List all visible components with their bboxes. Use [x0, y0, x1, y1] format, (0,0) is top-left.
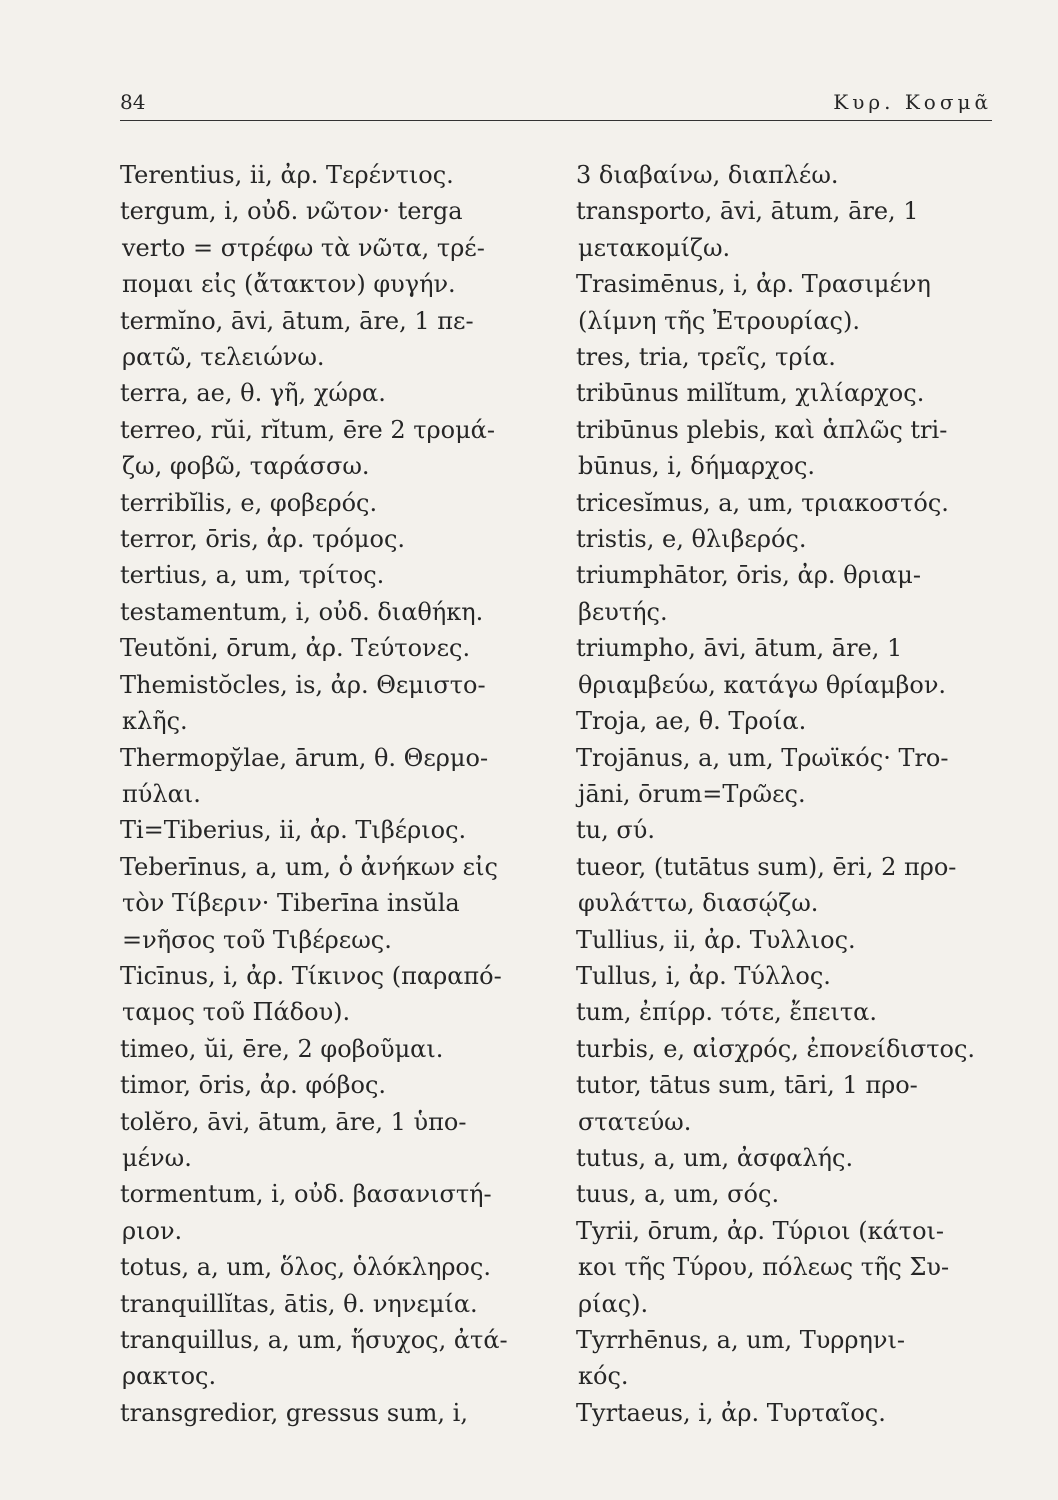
entry-headline: tuus, a, um, σός.	[576, 1180, 780, 1209]
entry-headline: testamentum, i, οὐδ. διαθήκη.	[120, 597, 484, 626]
entry-continuation: τὸν Τίβεριν· Tiberīna insŭla	[122, 889, 460, 918]
entry-headline: Terentius, ii, ἀρ. Τερέντιος.	[120, 161, 454, 189]
entry-headline: Teutŏni, ōrum, ἀρ. Τεύτονες.	[120, 634, 471, 663]
dictionary-entry	[120, 594, 540, 630]
dictionary-entry	[120, 521, 540, 557]
entry-continuation: βευτής.	[578, 597, 668, 626]
dictionary-entry	[576, 994, 996, 1030]
dictionary-entry	[576, 412, 996, 485]
dictionary-entry	[576, 521, 996, 557]
entry-headline: totus, a, um, ὅλος, ὁλόκληρος.	[120, 1253, 491, 1282]
entry-headline: tum, ἐπίρρ. τότε, ἔπειτα.	[576, 998, 877, 1027]
page-header	[120, 86, 992, 121]
entry-headline: Teberīnus, a, um, ὁ ἀνήκων εἰς	[120, 852, 498, 881]
entry-headline: tolĕro, āvi, ātum, āre, 1 ὑπο-	[120, 1107, 467, 1136]
entry-headline: transporto, āvi, ātum, āre, 1	[576, 197, 919, 226]
entry-continuation: (λίμνη τῆς Ἐτρουρίας).	[578, 306, 860, 335]
dictionary-entry	[576, 1213, 996, 1322]
entry-continuation: στατεύω.	[578, 1107, 692, 1136]
entry-continuation: ρατῶ, τελειώνω.	[122, 343, 325, 372]
entry-headline: Tullius, ii, ἀρ. Τυλλιος.	[576, 925, 856, 954]
entry-continuation: būnus, i, δήμαρχος.	[578, 452, 816, 481]
dictionary-entry	[120, 1322, 540, 1395]
left-column	[120, 157, 540, 1431]
entry-continuation: φυλάττω, διασῴζω.	[578, 889, 819, 918]
entry-continuation: jāni, ōrum=Τρῶες.	[578, 779, 806, 808]
dictionary-entry	[576, 557, 996, 630]
dictionary-entry	[576, 630, 996, 703]
entry-headline: tribūnus plebis, καὶ ἁπλῶς tri-	[576, 415, 948, 444]
dictionary-entry	[120, 485, 540, 521]
entry-headline: tricesĭmus, a, um, τριακοστός.	[576, 488, 949, 517]
entry-headline: terror, ōris, ἀρ. τρόμος.	[120, 525, 406, 554]
dictionary-entry	[120, 667, 540, 740]
dictionary-entry	[120, 193, 540, 302]
entry-headline: Tullus, i, ἀρ. Τύλλος.	[576, 961, 831, 990]
dictionary-entry	[120, 1286, 540, 1322]
entry-continuation: ταμος τοῦ Πάδου).	[122, 998, 351, 1027]
entry-headline: tormentum, i, οὐδ. βασανιστή-	[120, 1180, 492, 1209]
dictionary-entry	[120, 1395, 540, 1431]
dictionary-entry	[576, 375, 996, 411]
entry-headline: Tyrtaeus, i, ἀρ. Τυρταῖος.	[576, 1398, 886, 1427]
dictionary-entry	[120, 812, 540, 848]
entry-headline: tribūnus milĭtum, χιλίαρχος.	[576, 379, 925, 408]
entry-headline: tutor, tātus sum, tāri, 1 προ-	[576, 1071, 918, 1100]
entry-continuation: ζω, φοβῶ, ταράσσω.	[122, 452, 370, 481]
dictionary-entry	[576, 1140, 996, 1176]
dictionary-entry	[576, 157, 996, 193]
entry-headline: termĭno, āvi, ātum, āre, 1 πε-	[120, 306, 474, 335]
entry-headline: terribĭlis, e, φοβερός.	[120, 488, 378, 517]
entry-headline: Themistŏcles, is, ἀρ. Θεμιστο-	[120, 670, 486, 699]
entry-headline: tueor, (tutātus sum), ēri, 2 προ-	[576, 852, 957, 881]
entry-headline: Thermopy̆lae, ārum, θ. Θερμο-	[120, 743, 489, 772]
dictionary-entry	[120, 557, 540, 593]
entry-headline: terreo, rŭi, rĭtum, ēre 2 τρομά-	[120, 415, 495, 444]
dictionary-entry	[120, 412, 540, 485]
entry-continuation: κοι τῆς Τύρου, πόλεως τῆς Συ-	[578, 1253, 950, 1282]
entry-headline: tranquillĭtas, ātis, θ. νηνεμία.	[120, 1289, 478, 1318]
dictionary-entry	[576, 1176, 996, 1212]
dictionary-entry	[576, 740, 996, 813]
entry-headline: transgredior, gressus sum, i,	[120, 1398, 468, 1427]
entry-headline: triumphātor, ōris, ἀρ. θριαμ-	[576, 561, 921, 590]
dictionary-entry	[120, 1176, 540, 1249]
entry-headline: tristis, e, θλιβερός.	[576, 525, 807, 554]
entry-headline: terra, ae, θ. γῆ, χώρα.	[120, 379, 386, 408]
entry-headline: tertius, a, um, τρίτος.	[120, 561, 385, 590]
dictionary-entry	[576, 1031, 996, 1067]
entry-headline: Tyrii, ōrum, ἀρ. Τύριοι (κάτοι-	[576, 1216, 945, 1245]
dictionary-entry	[576, 958, 996, 994]
dictionary-entry	[120, 849, 540, 958]
entry-continuation: πύλαι.	[122, 779, 201, 808]
entry-headline: tres, tria, τρεῖς, τρία.	[576, 343, 836, 372]
entry-headline: Tyrrhēnus, a, um, Τυρρηνι-	[576, 1326, 906, 1354]
entry-headline: Trojānus, a, um, Τρωϊκός· Tro-	[576, 743, 949, 772]
dictionary-entry	[576, 849, 996, 922]
running-head: Κυρ. Κοσμᾶ	[833, 90, 992, 114]
dictionary-entry	[120, 303, 540, 376]
dictionary-entry	[120, 1104, 540, 1177]
dictionary-entry	[120, 1249, 540, 1285]
dictionary-entry	[576, 266, 996, 339]
right-column	[576, 157, 996, 1431]
dictionary-entry	[576, 193, 996, 266]
entry-continuation: θριαμβεύω, κατάγω θρίαμβον.	[578, 670, 947, 699]
entry-continuation: κλῆς.	[122, 707, 188, 736]
entry-continuation: κός.	[578, 1362, 629, 1391]
entry-headline: Ti=Tiberius, ii, ἀρ. Τιβέριος.	[120, 816, 467, 845]
entry-headline: tergum, i, οὐδ. νῶτον· terga	[120, 197, 463, 226]
entry-headline: tu, σύ.	[576, 816, 655, 845]
dictionary-entry	[576, 485, 996, 521]
dictionary-entry	[120, 740, 540, 813]
dictionary-entry	[576, 1322, 996, 1395]
entry-continuation: ρακτος.	[122, 1362, 217, 1391]
dictionary-entry	[120, 157, 540, 193]
entry-headline: timeo, ŭi, ēre, 2 φοβοῦμαι.	[120, 1034, 444, 1063]
dictionary-entry	[576, 703, 996, 739]
dictionary-entry	[120, 375, 540, 411]
entry-headline: Trasimēnus, i, ἀρ. Τρασιμένη	[576, 270, 931, 299]
dictionary-entry	[576, 922, 996, 958]
dictionary-entry	[120, 630, 540, 666]
entry-continuation: ριον.	[122, 1216, 183, 1245]
entry-continuation: verto = στρέφω τὰ νῶτα, τρέ-	[122, 233, 485, 262]
entry-headline: Troja, ae, θ. Τροία.	[576, 707, 807, 736]
entry-continuation: =νῆσος τοῦ Τιβέρεως.	[122, 925, 392, 954]
dictionary-entry	[120, 958, 540, 1031]
dictionary-entry	[576, 812, 996, 848]
entry-continuation: μετακομίζω.	[578, 233, 731, 262]
dictionary-entry	[576, 1067, 996, 1140]
entry-headline: turbis, e, αἰσχρός, ἐπονείδιστος.	[576, 1034, 976, 1063]
entry-continuation: πομαι εἰς (ἄτακτον) φυγήν.	[122, 270, 456, 299]
entry-continuation: ρίας).	[578, 1289, 649, 1318]
dictionary-entry	[576, 339, 996, 375]
entry-headline: tutus, a, um, ἀσφαλής.	[576, 1143, 854, 1172]
entry-headline: 3 διαβαίνω, διαπλέω.	[576, 161, 839, 189]
entry-headline: triumpho, āvi, ātum, āre, 1	[576, 634, 903, 663]
entry-headline: Ticīnus, i, ἀρ. Τίκινος (παραπό-	[120, 961, 502, 990]
entry-continuation: μένω.	[122, 1143, 192, 1172]
page-number: 84	[120, 90, 146, 114]
entry-headline: tranquillus, a, um, ἥσυχος, ἀτά-	[120, 1326, 508, 1354]
entry-headline: timor, ōris, ἀρ. φόβος.	[120, 1071, 387, 1100]
dictionary-entry	[120, 1031, 540, 1067]
dictionary-entry	[576, 1395, 996, 1431]
dictionary-entry	[120, 1067, 540, 1103]
